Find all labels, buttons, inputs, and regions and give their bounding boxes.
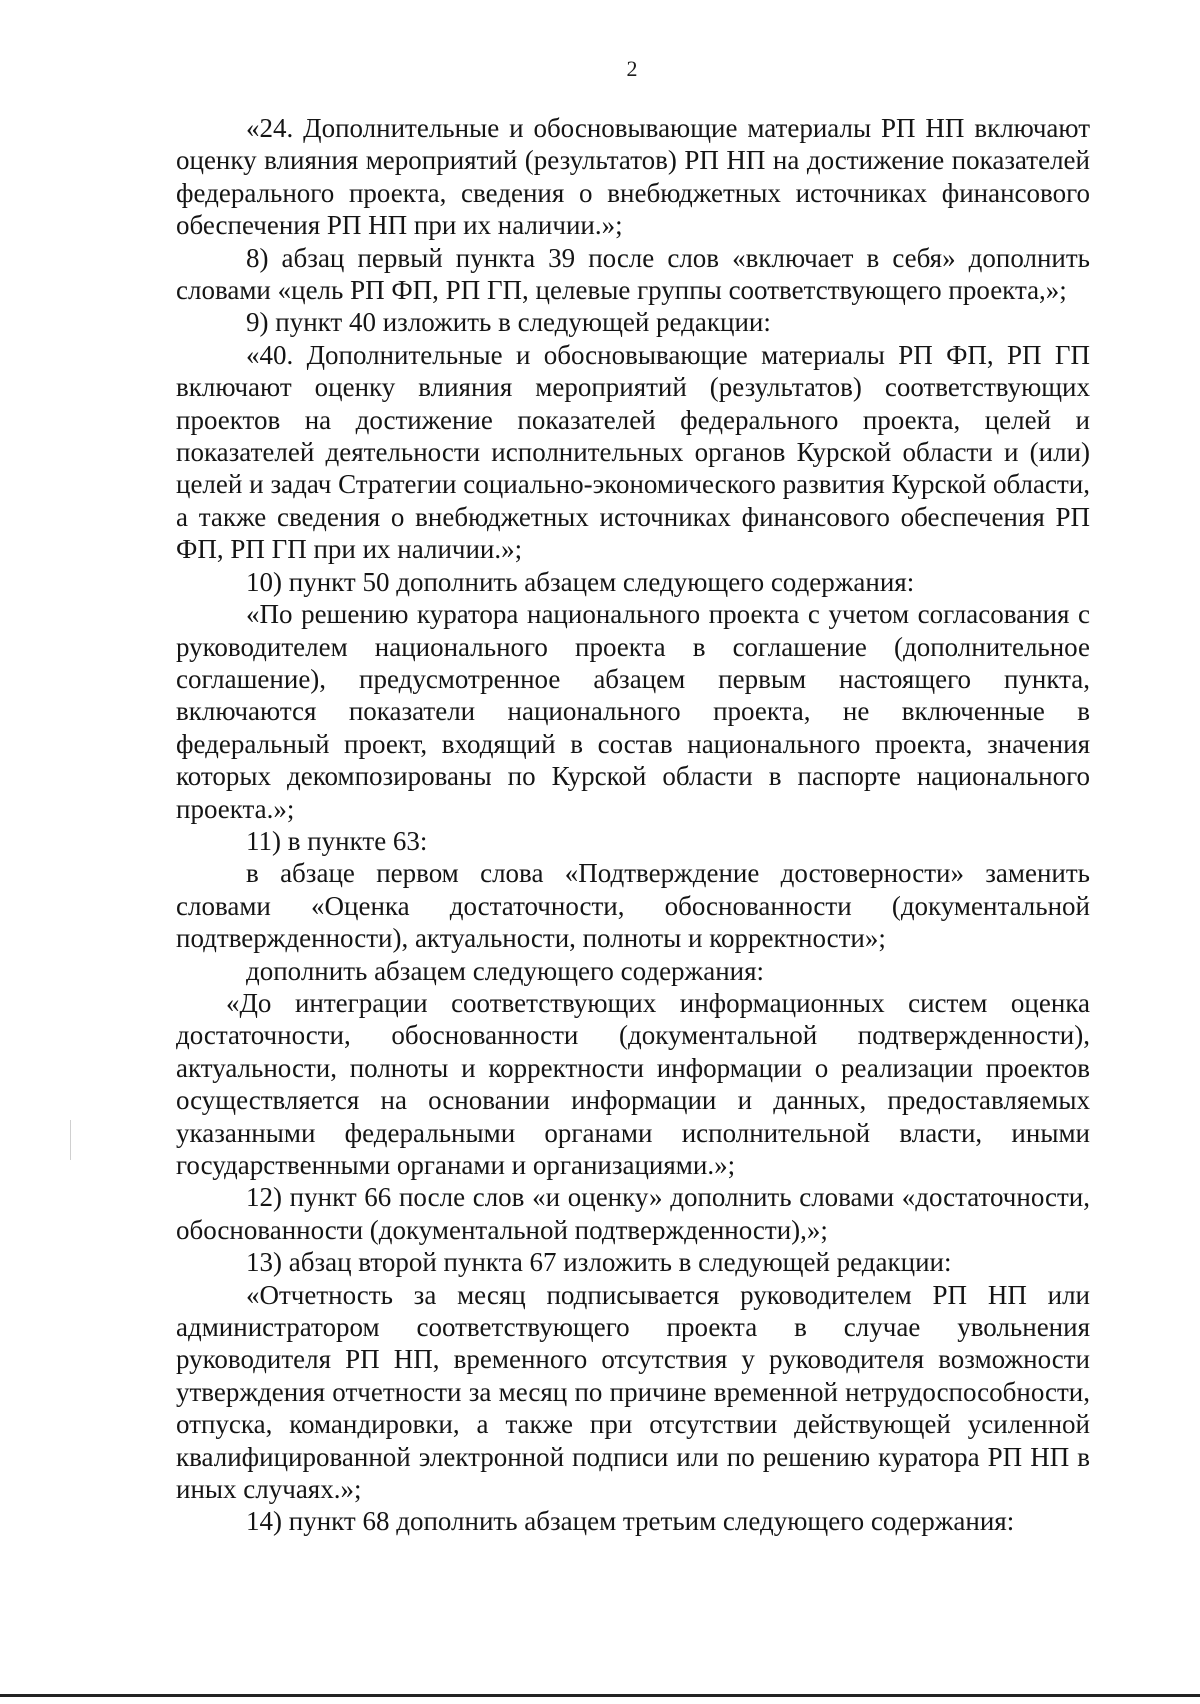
paragraph: «24. Дополнительные и обосновывающие материалы РП НП включают оценку влияния мероприятий (результатов) РП НП на достижение показателей федерального проекта, сведения о внебюджетных источниках финансового обеспечения РП НП при их наличии.»;: [176, 113, 1090, 241]
page-number: 2: [626, 56, 638, 81]
paragraph: 14) пункт 68 дополнить абзацем третьим следующего содержания:: [246, 1506, 1015, 1537]
paragraph: 13) абзац второй пункта 67 изложить в следующей редакции:: [246, 1247, 952, 1278]
paragraph: 10) пункт 50 дополнить абзацем следующего содержания:: [246, 566, 915, 597]
paragraph: в абзаце первом слова «Подтверждение достоверности» заменить словами «Оценка достаточности, обоснованности (документальной подтвержденности), актуальности, полноты и корректности»;: [176, 858, 1090, 954]
paragraph: «До интеграции соответствующих информационных систем оценка достаточности, обоснованности (документальной подтвержденности), актуальности, полноты и корректности информации о реализации проектов осуществляется на основании информации и данных, предоставляемых указанными федеральными органами исполнительной власти, иными государственными органами и организациями.»;: [176, 987, 1090, 1180]
paragraph: «Отчетность за месяц подписывается руководителем РП НП или администратором соответствующего проекта в случае увольнения руководителя РП НП, временного отсутствия у руководителя возможности утверждения отчетности за месяц по причине временной нетрудоспособности, отпуска, командировки, а также при отсутствии действующей усиленной квалифицированной электронной подписи или по решению куратора РП НП в иных случаях.»;: [176, 1279, 1090, 1505]
paragraph: 12) пункт 66 после слов «и оценку» дополнить словами «достаточности, обоснованности (документальной подтвержденности),»;: [176, 1182, 1090, 1245]
paragraph: «40. Дополнительные и обосновывающие материалы РП ФП, РП ГП включают оценку влияния мероприятий (результатов) соответствующих проектов на достижение показателей федерального проекта, целей и показателей деятельности исполнительных органов Курской области и (или) целей и задач Стратегии социально-экономического развития Курской области, а также сведения о внебюджетных источниках финансового обеспечения РП ФП, РП ГП при их наличии.»;: [176, 339, 1090, 565]
paragraph: 8) абзац первый пункта 39 после слов «включает в себя» дополнить словами «цель РП ФП, РП ГП, целевые группы соответствующего проекта,»;: [176, 242, 1090, 306]
scan-margin-mark: [70, 1120, 71, 1160]
paragraph: дополнить абзацем следующего содержания:: [246, 955, 765, 986]
scan-bottom-edge: [0, 1694, 1200, 1697]
document-body: [176, 112, 1090, 1538]
paragraph: 9) пункт 40 изложить в следующей редакции:: [246, 307, 771, 338]
paragraph: 11) в пункте 63:: [246, 825, 428, 856]
paragraph: «По решению куратора национального проекта с учетом согласования с руководителем национального проекта в соглашение (дополнительное соглашение), предусмотренное абзацем первым настоящего пункта, включаются показатели национального проекта, не включенные в федеральный проект, входящий в состав национального проекта, значения которых декомпозированы по Курской области в паспорте национального проекта.»;: [176, 599, 1090, 824]
